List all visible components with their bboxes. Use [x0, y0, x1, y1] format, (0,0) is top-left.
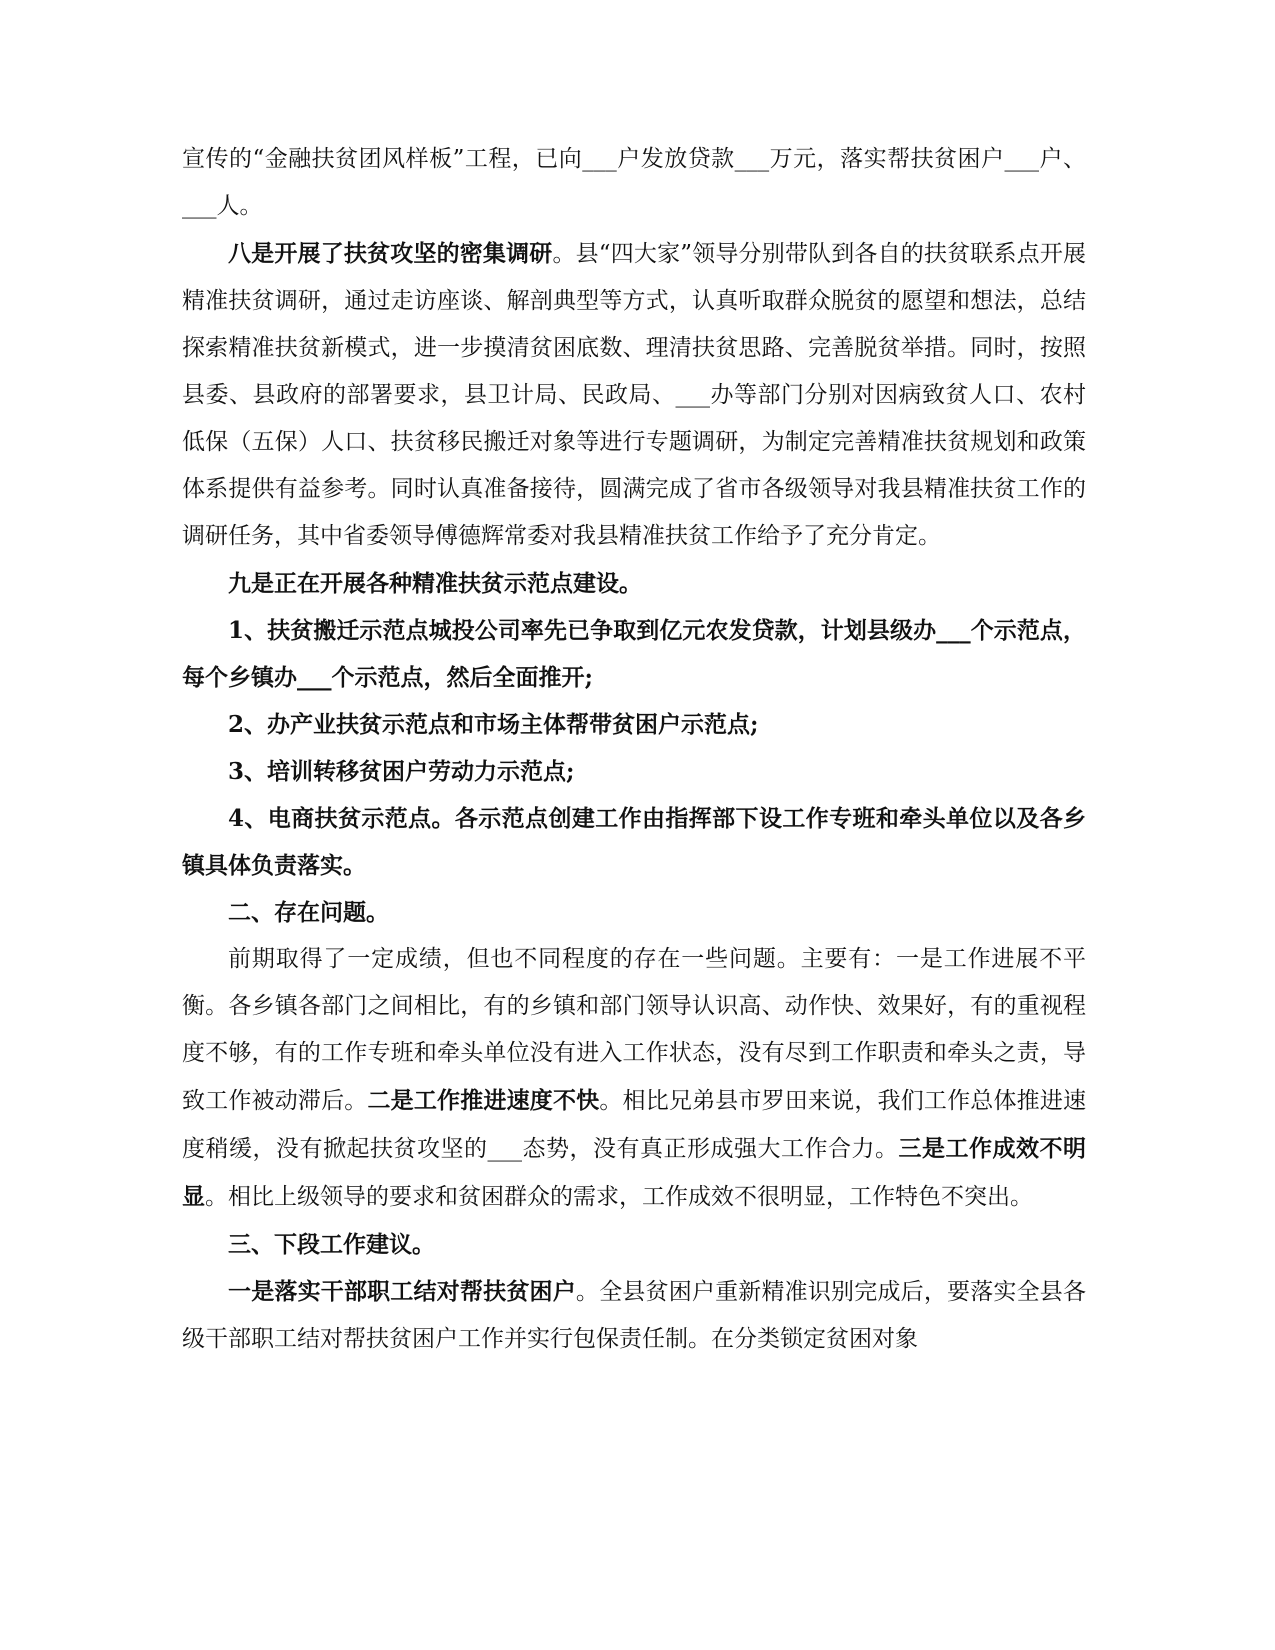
paragraph-inline-bold: 三是工作成效不明显 [182, 1135, 1086, 1210]
paragraph-text: 九是正在开展各种精准扶贫示范点建设。 [228, 570, 642, 597]
paragraph-loan-program [182, 136, 1086, 230]
paragraph-suggestion-1 [182, 1268, 1086, 1363]
list-item-1 [182, 607, 1086, 701]
list-item-2 [182, 701, 1086, 748]
paragraph-text: 。相比兄弟县市罗田来说，我们工作总体推进速度稍缓，没有掀起扶贫攻坚的___态势，没有真正形成强大工作合力。 [182, 1088, 1087, 1162]
section-heading-problems [182, 889, 1086, 936]
paragraph-text: 。全县贫困户重新精准识别完成后，要落实全县各级干部职工结对帮扶贫困户工作并实行包保责任制。在分类锁定贫困对象 [182, 1279, 1087, 1352]
list-item-4 [182, 795, 1086, 889]
paragraph-problems [182, 936, 1086, 1221]
section-heading-suggestions [182, 1221, 1086, 1268]
paragraph-text: 三、下段工作建议。 [228, 1231, 435, 1258]
heading-demonstration-points [182, 560, 1086, 607]
paragraph-inline-bold: 二是工作推进速度不快 [367, 1087, 600, 1114]
document-body [182, 136, 1086, 1363]
paragraph-research [182, 230, 1086, 560]
paragraph-lead-bold: 八是开展了扶贫攻坚的密集调研 [228, 240, 553, 267]
list-item-3 [182, 748, 1086, 795]
paragraph-text: 4、电商扶贫示范点。各示范点创建工作由指挥部下设工作专班和牵头单位以及各乡镇具体负责落实。 [182, 805, 1086, 879]
paragraph-text: 1、扶贫搬迁示范点城投公司率先已争取到亿元农发贷款，计划县级办___个示范点，每个乡镇办___个示范点，然后全面推开; [182, 617, 1086, 691]
paragraph-text: 。相比上级领导的要求和贫困群众的需求，工作成效不很明显，工作特色不突出。 [205, 1184, 1033, 1210]
paragraph-text: 二、存在问题。 [228, 899, 389, 926]
paragraph-text: 宣传的“金融扶贫团风样板”工程，已向___户发放贷款___万元，落实帮扶贫困户___户、___人。 [182, 146, 1086, 219]
paragraph-text: 。县“四大家”领导分别带队到各自的扶贫联系点开展精准扶贫调研，通过走访座谈、解剖典型等方式，认真听取群众脱贫的愿望和想法，总结探索精准扶贫新模式，进一步摸清贫困底数、理清扶贫思路、完善脱贫举措。同时，按照县委、县政府的部署要求，县卫计局、民政局、___办等部门分别对因病致贫人口、农村低保（五保）人口、扶贫移民搬迁对象等进行专题调研，为制定完善精准扶贫规划和政策体系提供有益参考。同时认真准备接待，圆满完成了省市各级领导对我县精准扶贫工作的调研任务，其中省委领导傅德辉常委对我县精准扶贫工作给予了充分肯定。 [182, 241, 1086, 549]
paragraph-text: 前期取得了一定成绩，但也不同程度的存在一些问题。主要有：一是工作进展不平衡。各乡镇各部门之间相比，有的乡镇和部门领导认识高、动作快、效果好，有的重视程度不够，有的工作专班和牵头单位没有进入工作状态，没有尽到工作职责和牵头之责，导致工作被动滞后。 [182, 946, 1086, 1114]
paragraph-text: 2、办产业扶贫示范点和市场主体帮带贫困户示范点; [228, 711, 759, 738]
paragraph-lead-bold: 一是落实干部职工结对帮扶贫困户 [228, 1278, 576, 1305]
paragraph-text: 3、培训转移贫困户劳动力示范点; [228, 758, 575, 785]
